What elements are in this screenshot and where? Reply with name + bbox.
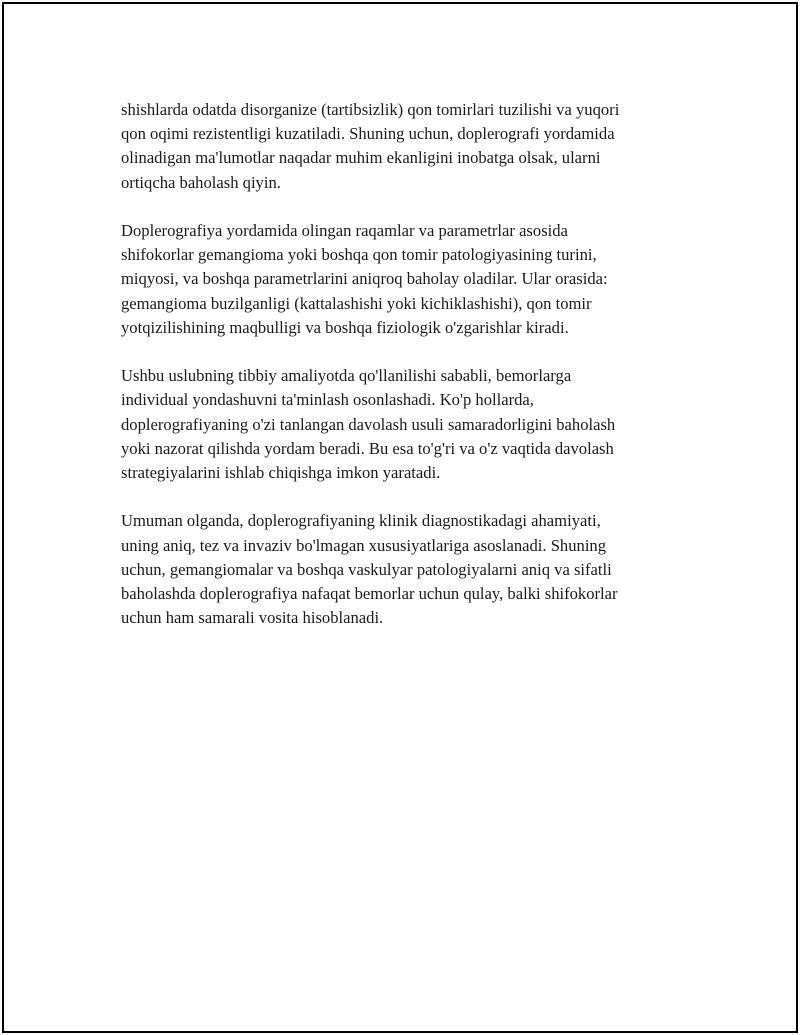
text-line: doplerografiyaning o'zi tanlangan davolash usuli samaradorligini baholash <box>121 414 616 434</box>
paragraph-4 <box>121 509 681 630</box>
text-line: ortiqcha baholash qiyin. <box>121 172 281 192</box>
paragraph-2 <box>121 219 681 340</box>
text-line: uchun ham samarali vosita hisoblanadi. <box>121 608 384 628</box>
text-line: miqyosi, va boshqa parametrlarini aniqroq baholay oladilar. Ular orasida: <box>121 269 608 289</box>
text-line: uchun, gemangiomalar va boshqa vaskulyar patologiyalarni aniq va sifatli <box>121 559 612 579</box>
text-line: strategiyalarini ishlab chiqishga imkon yaratadi. <box>121 463 441 483</box>
text-line: Doplerografiya yordamida olingan raqamlar va parametrlar asosida <box>121 221 568 240</box>
text-line: gemangioma buzilganligi (kattalashishi yoki kichiklashishi), qon tomir <box>121 293 592 313</box>
text-line: Umuman olganda, doplerografiyaning klinik diagnostikadagi ahamiyati, <box>121 511 601 531</box>
paragraph-1 <box>121 98 681 195</box>
text-line: shifokorlar gemangioma yoki boshqa qon tomir patologiyasining turini, <box>121 245 597 265</box>
text-line: baholashda doplerografiya nafaqat bemorlar uchun qulay, balki shifokorlar <box>121 584 618 604</box>
text-line: yotqizilishining maqbulligi va boshqa fiziologik o'zgarishlar kiradi. <box>121 317 569 337</box>
text-line: Ushbu uslubning tibbiy amaliyotda qo'llanilishi sababli, bemorlarga <box>121 366 572 386</box>
paragraph-3 <box>121 364 681 485</box>
text-line: uning aniq, tez va invaziv bo'lmagan xususiyatlariga asoslanadi. Shuning <box>121 535 607 555</box>
page-frame <box>2 2 798 1033</box>
text-line: qon oqimi rezistentligi kuzatiladi. Shuning uchun, doplerografi yordamida <box>121 124 615 144</box>
document-body <box>121 98 681 655</box>
text-line: shishlarda odatda disorganize (tartibsizlik) qon tomirlari tuzilishi va yuqori <box>121 100 620 119</box>
text-line: yoki nazorat qilishda yordam beradi. Bu esa to'g'ri va o'z vaqtida davolash <box>121 438 614 458</box>
text-line: olinadigan ma'lumotlar naqadar muhim ekanligini inobatga olsak, ularni <box>121 148 601 168</box>
text-line: individual yondashuvni ta'minlash osonlashadi. Ko'p hollarda, <box>121 390 534 410</box>
